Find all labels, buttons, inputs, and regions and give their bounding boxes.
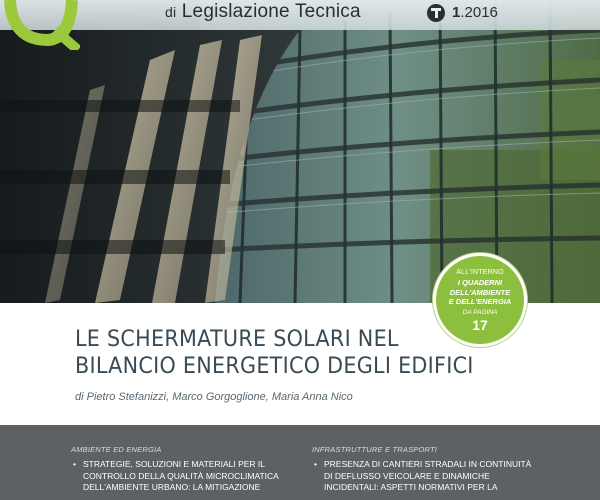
badge-line-ambiente: DELL'AMBIENTE: [449, 287, 511, 297]
title-prefix: di: [165, 4, 177, 20]
item-line: INCIDENTALI: ASPETTI NORMATIVI PER LA: [324, 482, 498, 492]
publisher-t-icon: [427, 4, 445, 22]
item-line: PRESENZA DI CANTIERI STRADALI IN CONTINUITÀ: [324, 459, 532, 469]
title-text: Legislazione Tecnica: [181, 1, 361, 22]
article-title-line-2: BILANCIO ENERGETICO DEGLI EDIFICI: [75, 353, 474, 379]
badge-line-from-page: DA PAGINA: [462, 309, 498, 316]
bullet-icon: •: [314, 459, 317, 469]
magazine-title: [165, 1, 361, 23]
section-category: INFRASTRUTTURE E TRASPORTI: [312, 445, 438, 454]
section-item: [312, 459, 537, 494]
item-line: STRATEGIE, SOLUZIONI E MATERIALI PER IL: [83, 459, 265, 469]
badge-line-energia: E DELL'ENERGIA: [448, 297, 512, 306]
article-authors: di Pietro Stefanizzi, Marco Gorgoglione, Maria Anna Nico: [75, 391, 353, 403]
article-title-line-1: LE SCHERMATURE SOLARI NEL: [75, 326, 399, 352]
item-line: DELL'AMBIENTE URBANO: LA MITIGAZIONE: [83, 482, 261, 492]
item-line: DI DEFLUSSO VEICOLARE E DINAMICHE: [324, 470, 490, 481]
bullet-icon: •: [73, 459, 76, 469]
quaderni-q-logo: [0, 0, 80, 50]
badge-line-inside: ALL'INTERNO: [456, 269, 504, 276]
article-title: [75, 326, 480, 380]
section-category: AMBIENTE ED ENERGIA: [71, 445, 162, 454]
contents-panel: [0, 425, 600, 500]
item-line: CONTROLLO DELLA QUALITÀ MICROCLIMATICA: [83, 470, 279, 481]
badge-supplement-title: [436, 278, 524, 307]
badge-page-number: 17: [472, 317, 488, 333]
section-item: [71, 459, 296, 494]
issue-number: [452, 4, 498, 21]
badge-line-quaderni: I QUADERNI: [457, 278, 503, 287]
issue-number-value: 1: [452, 4, 461, 21]
section-infrastrutture-trasporti: [312, 445, 537, 494]
issue-year: .2016: [460, 4, 498, 21]
masthead: [0, 0, 600, 30]
section-ambiente-energia: [71, 445, 296, 494]
